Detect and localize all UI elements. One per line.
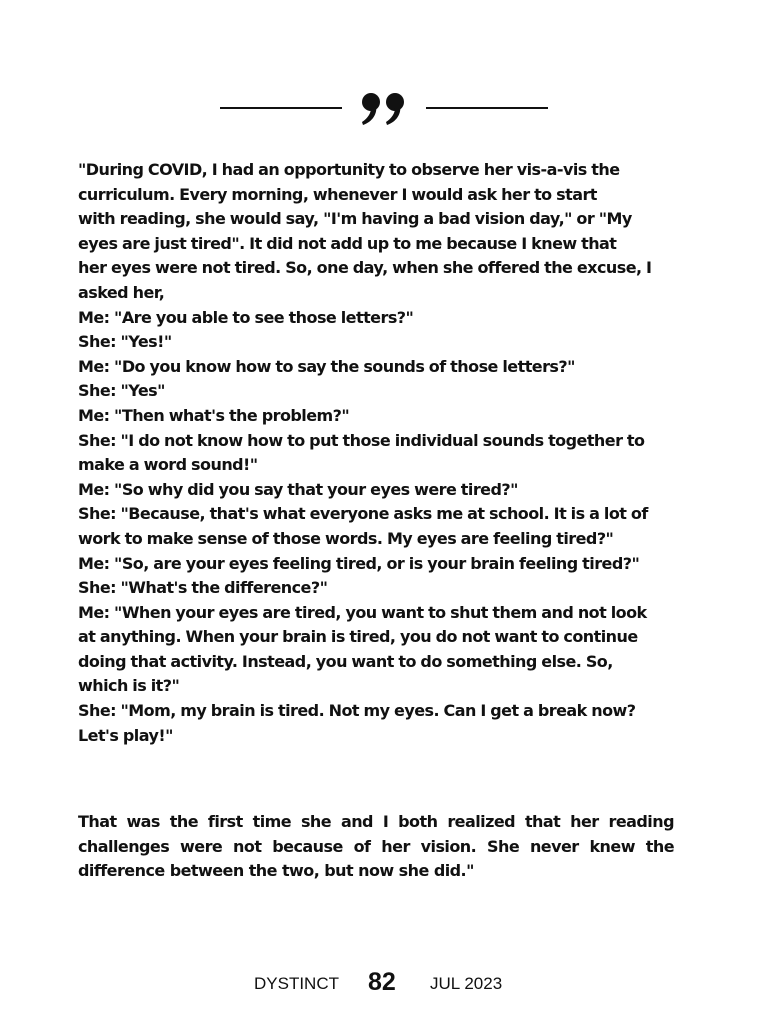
body-line: with reading, she would say, "I'm having a bad vision day," or "My [78, 209, 632, 229]
closing-paragraph: That was the first time she and I both realized that her reading challenges were not because of her vision. She never knew the difference between the two, but now she did." [78, 812, 674, 881]
body-line: asked her, [78, 282, 165, 302]
body-line: doing that activity. Instead, you want to do something else. So, [78, 651, 613, 671]
body-line: She: "Yes" [78, 381, 165, 401]
right-divider-line [426, 107, 548, 109]
quote-header [0, 88, 768, 128]
body-line: "During COVID, I had an opportunity to observe her vis-a-vis the [78, 160, 620, 179]
body-line: She: "Because, that's what everyone asks me at school. It is a lot of [78, 504, 648, 524]
page-footer [0, 968, 768, 1002]
body-line: work to make sense of those words. My eyes are feeling tired?" [78, 528, 614, 548]
page-number: 82 [368, 968, 396, 996]
body-line: She: "What's the difference?" [78, 578, 328, 598]
body-line: Me: "Then what's the problem?" [78, 405, 350, 425]
body-line: at anything. When your brain is tired, you do not want to continue [78, 627, 638, 647]
dialogue-body [78, 158, 678, 748]
body-line: her eyes were not tired. So, one day, when she offered the excuse, I [78, 258, 652, 278]
closing-quote-icon [360, 92, 408, 126]
body-line: make a word sound!" [78, 455, 258, 475]
magazine-name: DYSTINCT [254, 974, 339, 993]
body-line: Me: "Are you able to see those letters?" [78, 307, 414, 327]
issue-date: JUL 2023 [430, 974, 503, 993]
body-line: Me: "Do you know how to say the sounds of those letters?" [78, 356, 575, 376]
body-line: Me: "So, are your eyes feeling tired, or is your brain feeling tired?" [78, 553, 640, 573]
body-line: Me: "So why did you say that your eyes were tired?" [78, 479, 518, 499]
body-line: which is it?" [78, 676, 180, 696]
body-line: Me: "When your eyes are tired, you want to shut them and not look [78, 602, 647, 622]
body-line: She: "Yes!" [78, 332, 172, 352]
body-line: She: "I do not know how to put those individual sounds together to [78, 430, 645, 450]
body-line: Let's play!" [78, 725, 173, 745]
left-divider-line [220, 107, 342, 109]
body-line: eyes are just tired". It did not add up to me because I knew that [78, 233, 617, 253]
body-line: She: "Mom, my brain is tired. Not my eyes. Can I get a break now? [78, 701, 636, 721]
body-line: curriculum. Every morning, whenever I would ask her to start [78, 184, 597, 204]
